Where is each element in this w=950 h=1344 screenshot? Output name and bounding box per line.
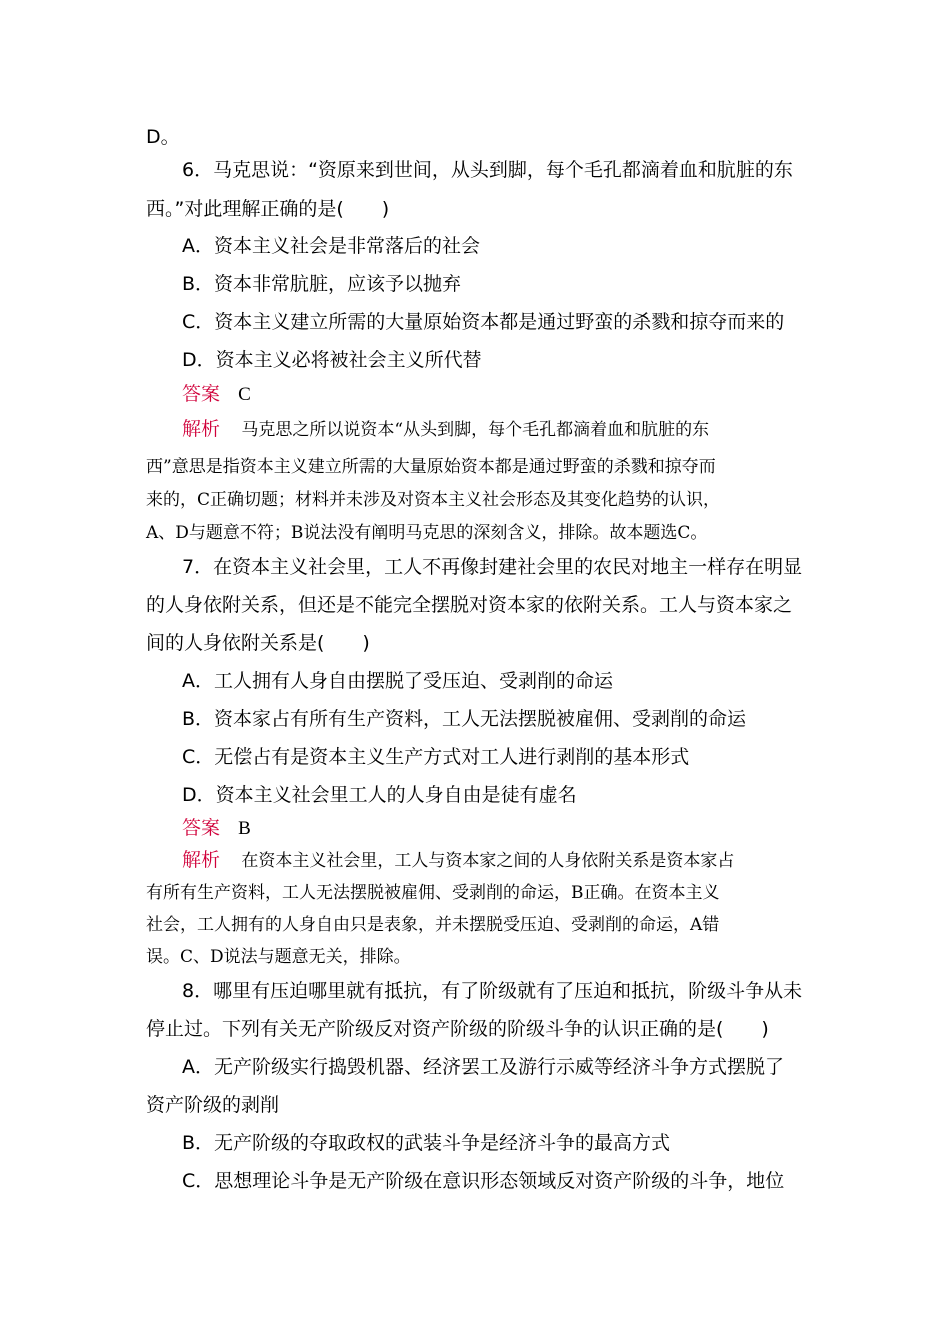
option-b: B．资本非常肮脏，应该予以抛弃 [182,273,462,295]
explanation-line: A、D与题意不符；B说法没有阐明马克思的深刻含义，排除。故本题选C。 [146,523,708,543]
option-a: A．资本主义社会是非常落后的社会 [182,235,480,257]
question-stem-line: 7．在资本主义社会里，工人不再像封建社会里的农民对地主一样存在明显 [182,556,803,578]
explanation-row [182,848,734,873]
option-c: C．无偿占有是资本主义生产方式对工人进行剥削的基本形式 [182,746,690,768]
explanation-line: 来的，C正确切题；材料并未涉及对资本主义社会形态及其变化趋势的认识， [146,490,721,510]
option-a: A．工人拥有人身自由摆脱了受压迫、受剥削的命运 [182,670,613,692]
explanation-label: 解析 [182,418,221,440]
option-a: A．无产阶级实行捣毁机器、经济罢工及游行示威等经济斗争方式摆脱了 [182,1056,784,1078]
option-b: B．资本家占有所有生产资料，工人无法摆脱被雇佣、受剥削的命运 [182,708,747,730]
explanation-row [182,417,709,442]
answer-row [182,381,251,408]
question-stem-line: 间的人身依附关系是( ) [146,632,370,654]
option-d: D．资本主义社会里工人的人身自由是徒有虚名 [182,784,577,806]
option-c: C．思想理论斗争是无产阶级在意识形态领域反对资产阶级的斗争，地位 [182,1170,785,1192]
option-c: C．资本主义建立所需的大量原始资本都是通过野蛮的杀戮和掠夺而来的 [182,311,785,333]
answer-value: C [238,384,251,405]
answer-label: 答案 [182,383,221,405]
previous-explanation-end: D。 [146,126,180,148]
question-stem-line: 西。”对此理解正确的是( ) [146,198,390,220]
option-d: D．资本主义必将被社会主义所代替 [182,349,482,371]
explanation-label: 解析 [182,849,221,871]
option-b: B．无产阶级的夺取政权的武装斗争是经济斗争的最高方式 [182,1132,671,1154]
explanation-line: 有所有生产资料，工人无法摆脱被雇佣、受剥削的命运，B正确。在资本主义 [146,883,720,903]
explanation-line: 在资本主义社会里，工人与资本家之间的人身依附关系是资本家占 [241,851,735,871]
question-stem-line: 8．哪里有压迫哪里就有抵抗，有了阶级就有了压迫和抵抗，阶级斗争从未 [182,980,803,1002]
option-a-continued: 资产阶级的剥削 [146,1094,280,1116]
explanation-line: 马克思之所以说资本“从头到脚，每个毛孔都滴着血和肮脏的东 [241,420,710,440]
question-stem-line: 的人身依附关系，但还是不能完全摆脱对资本家的依附关系。工人与资本家之 [146,594,793,616]
question-stem-line: 6．马克思说：“资原来到世间，从头到脚，每个毛孔都滴着血和肮脏的东 [182,159,793,181]
answer-label: 答案 [182,817,221,839]
question-stem-line: 停止过。下列有关无产阶级反对资产阶级的阶级斗争的认识正确的是( ) [146,1018,769,1040]
answer-value: B [238,818,251,839]
answer-row [182,815,251,842]
explanation-line: 误。C、D说法与题意无关，排除。 [146,947,411,967]
explanation-line: 西”意思是指资本主义建立所需的大量原始资本都是通过野蛮的杀戮和掠夺而 [146,457,716,477]
explanation-line: 社会，工人拥有的人身自由只是表象，并未摆脱受压迫、受剥削的命运，A错 [146,915,720,935]
